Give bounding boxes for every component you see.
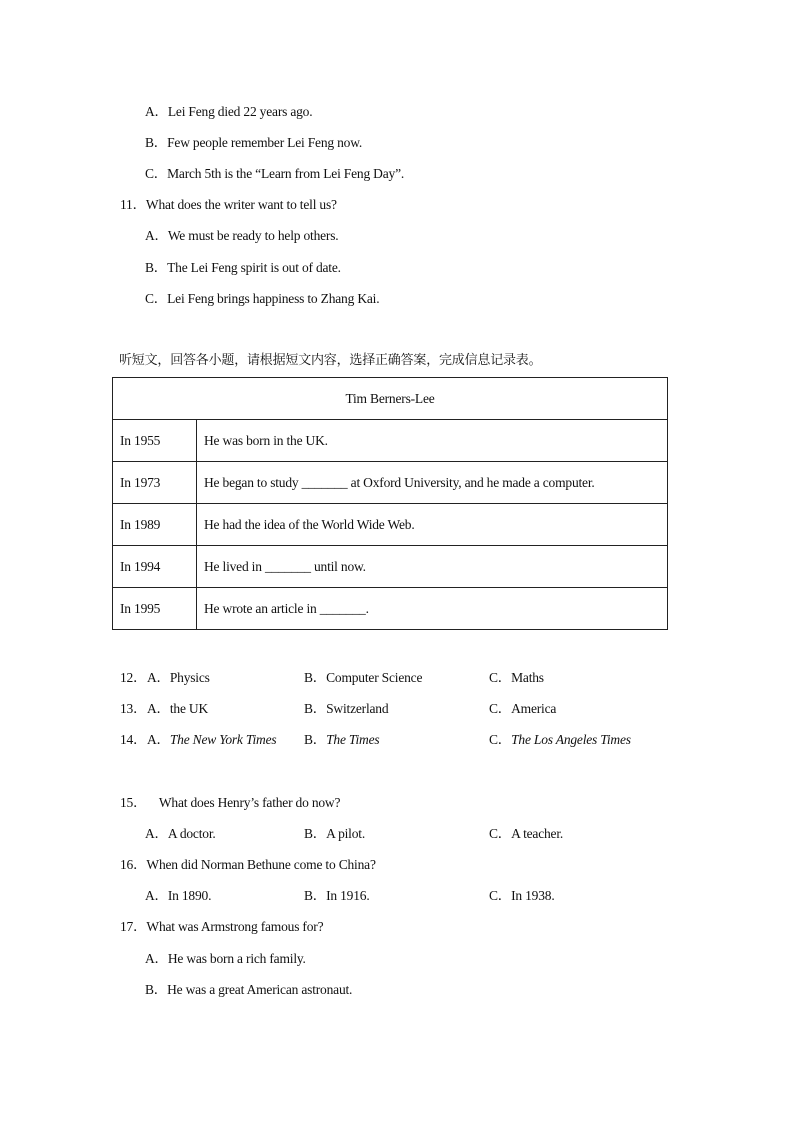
q17-option-b: B．He was a great American astronaut. bbox=[145, 982, 353, 997]
table-row bbox=[113, 546, 668, 588]
q15-option-b: B．A pilot. bbox=[304, 826, 366, 841]
q15-stem: 15． What does Henry’s father do now? bbox=[120, 795, 341, 810]
row-year: In 1973 bbox=[113, 462, 197, 504]
table-row bbox=[113, 504, 668, 546]
q13-option-b: B．Switzerland bbox=[304, 701, 389, 716]
q14-option-a-text: The New York Times bbox=[169, 732, 277, 747]
row-year: In 1994 bbox=[113, 546, 197, 588]
q16-option-a: A．In 1890. bbox=[145, 888, 212, 903]
table-title: Tim Berners-Lee bbox=[113, 378, 668, 420]
q14-option-c-text: The Los Angeles Times bbox=[511, 732, 631, 747]
row-text: He wrote an article in _______. bbox=[197, 588, 668, 630]
q13-number: 13． bbox=[120, 701, 147, 716]
row-year: In 1955 bbox=[113, 420, 197, 462]
q11-option-a: A．We must be ready to help others. bbox=[145, 228, 339, 243]
info-record-table bbox=[112, 377, 668, 630]
q14-option-b-prefix: B． bbox=[304, 732, 327, 747]
row-text: He lived in _______ until now. bbox=[197, 546, 668, 588]
q13-option-c: C．America bbox=[489, 701, 557, 716]
row-text: He began to study _______ at Oxford University, and he made a computer. bbox=[197, 462, 668, 504]
q14-number: 14． bbox=[120, 732, 147, 747]
q16-option-c: C．In 1938. bbox=[489, 888, 555, 903]
q14-option-a-prefix: A． bbox=[147, 732, 170, 747]
q17-option-a: A．He was born a rich family. bbox=[145, 951, 306, 966]
table-header-row bbox=[113, 378, 668, 420]
table-row bbox=[113, 462, 668, 504]
q11-option-b: B．The Lei Feng spirit is out of date. bbox=[145, 260, 341, 275]
q12-option-b: B．Computer Science bbox=[304, 670, 423, 685]
q14-option-c bbox=[489, 731, 631, 749]
section-instruction: 听短文，回答各小题，请根据短文内容，选择正确答案，完成信息记录表。 bbox=[119, 353, 542, 368]
q10-option-b: B．Few people remember Lei Feng now. bbox=[145, 135, 363, 150]
q16-option-b: B．In 1916. bbox=[304, 888, 370, 903]
q13-option-a: A．the UK bbox=[147, 701, 209, 716]
q10-option-a: A．Lei Feng died 22 years ago. bbox=[145, 104, 313, 119]
q14-option-c-prefix: C． bbox=[489, 732, 512, 747]
q11-stem: 11．What does the writer want to tell us? bbox=[120, 197, 337, 212]
q14-option-a bbox=[147, 731, 276, 749]
q14-option-b bbox=[304, 731, 379, 749]
q15-option-a: A．A doctor. bbox=[145, 826, 216, 841]
row-text: He had the idea of the World Wide Web. bbox=[197, 504, 668, 546]
q10-option-c: C．March 5th is the “Learn from Lei Feng Day”. bbox=[145, 166, 405, 181]
table-row bbox=[113, 588, 668, 630]
q14-option-b-text: The Times bbox=[326, 732, 380, 747]
q11-option-c: C．Lei Feng brings happiness to Zhang Kai. bbox=[145, 291, 380, 306]
row-year: In 1995 bbox=[113, 588, 197, 630]
q12-option-a: A．Physics bbox=[147, 670, 210, 685]
q17-stem: 17．What was Armstrong famous for? bbox=[120, 919, 324, 934]
q15-option-c: C．A teacher. bbox=[489, 826, 564, 841]
table-row bbox=[113, 420, 668, 462]
row-text: He was born in the UK. bbox=[197, 420, 668, 462]
q12-option-c: C．Maths bbox=[489, 670, 544, 685]
q16-stem: 16．When did Norman Bethune come to China? bbox=[120, 857, 376, 872]
q12-number: 12． bbox=[120, 670, 147, 685]
row-year: In 1989 bbox=[113, 504, 197, 546]
